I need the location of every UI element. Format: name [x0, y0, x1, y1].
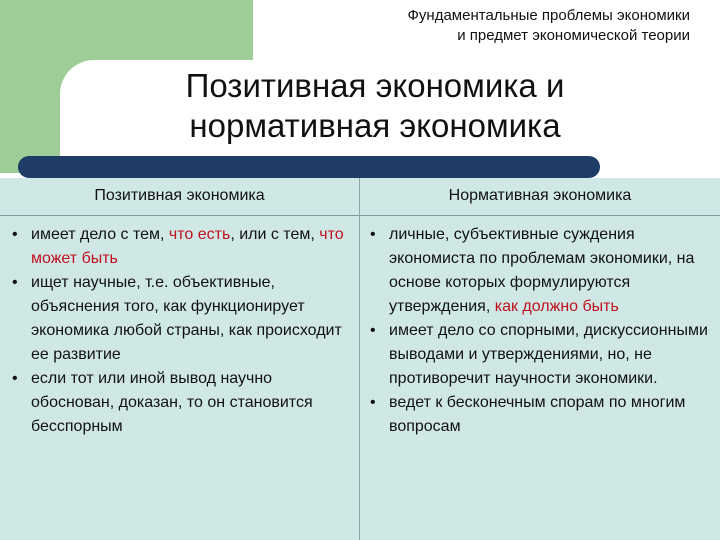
subtitle-line-1: Фундаментальные проблемы экономики — [407, 7, 690, 24]
title-line-1: Позитивная экономика и — [185, 67, 565, 104]
highlight-text: что может быть — [31, 226, 344, 267]
list-item: • личные, субъективные суждения экономиста по проблемам экономики, на основе которых формулируются утверждения, как должно быть — [366, 223, 716, 319]
table-column-divider — [359, 178, 360, 540]
slide-title — [110, 66, 640, 146]
positive-economy-column — [8, 223, 354, 439]
list-item: • имеет дело со спорными, дискуссионными выводами и утверждениями, но, не противоречит научности экономики. — [366, 319, 716, 391]
list-item: • если тот или иной вывод научно обоснован, доказан, то он становится бесспорным — [8, 367, 354, 439]
positive-economy-header: Позитивная экономика — [94, 187, 265, 204]
list-item: • ищет научные, т.е. объективные, объяснения того, как функционирует экономика любой страны, как происходит ее развитие — [8, 271, 354, 367]
subtitle-line-2: и предмет экономической теории — [457, 27, 690, 44]
highlight-text: как должно быть — [494, 298, 619, 315]
title-line-2: нормативная экономика — [189, 107, 561, 144]
list-item: • ведет к бесконечным спорам по многим вопросам — [366, 391, 716, 439]
table-header-divider — [0, 215, 720, 216]
decorative-bar — [18, 156, 600, 178]
normative-economy-header: Нормативная экономика — [448, 187, 632, 204]
slide-subtitle — [270, 6, 690, 46]
highlight-text: что есть — [168, 226, 231, 243]
normative-economy-column — [366, 223, 716, 439]
list-item: • имеет дело с тем, что есть, или с тем, что может быть — [8, 223, 354, 271]
